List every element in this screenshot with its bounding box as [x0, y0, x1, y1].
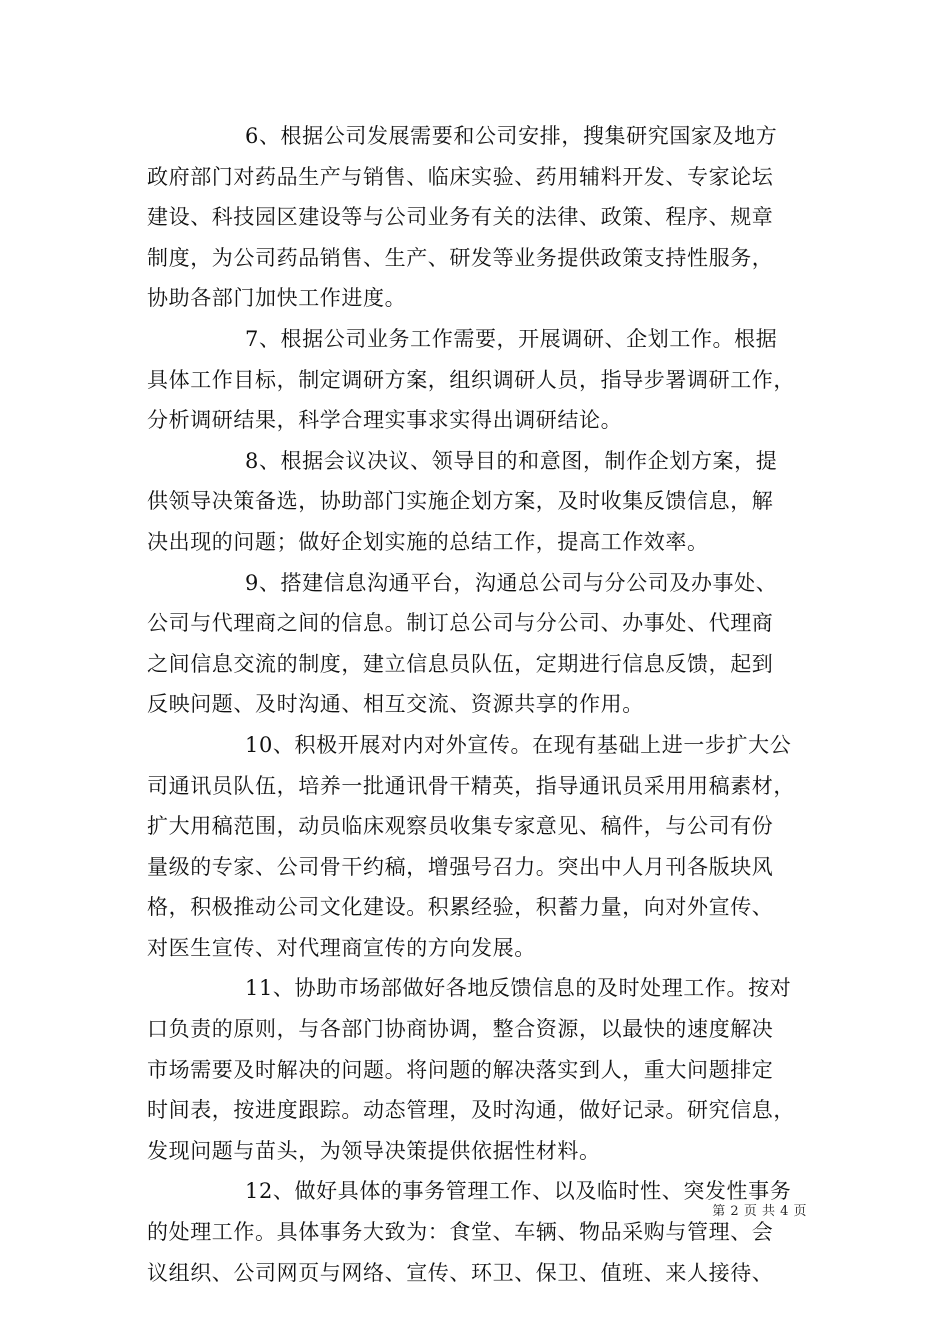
text-line: 政府部门对药品生产与销售、临床实验、药用辅料开发、专家论坛 [147, 164, 774, 189]
text-line: 11、协助市场部做好各地反馈信息的及时处理工作。按对 [245, 976, 792, 1001]
text-line: 6、根据公司发展需要和公司安排，搜集研究国家及地方 [245, 124, 778, 148]
text-line: 分析调研结果，科学合理实事求实得出调研结论。 [147, 408, 623, 433]
paragraph-6 [147, 116, 807, 319]
text-line: 供领导决策备选，协助部门实施企划方案，及时收集反馈信息，解 [147, 489, 774, 514]
text-line: 的处理工作。具体事务大致为：食堂、车辆、物品采购与管理、会 [147, 1220, 774, 1245]
paragraph-11 [147, 968, 807, 1171]
text-line: 司通讯员队伍，培养一批通讯骨干精英，指导通讯员采用用稿素材， [147, 773, 795, 798]
text-line: 8、根据会议决议、领导目的和意图，制作企划方案，提 [245, 448, 778, 473]
text-line: 口负责的原则，与各部门协商协调，整合资源，以最快的速度解决 [147, 1017, 774, 1042]
text-line: 之间信息交流的制度，建立信息员队伍，定期进行信息反馈，起到 [147, 651, 774, 676]
text-line: 7、根据公司业务工作需要，开展调研、企划工作。根据 [245, 326, 778, 351]
text-line: 反映问题、及时沟通、相互交流、资源共享的作用。 [147, 692, 644, 717]
text-line: 扩大用稿范围，动员临床观察员收集专家意见、稿件，与公司有份 [147, 814, 774, 839]
text-line: 制度，为公司药品销售、生产、研发等业务提供政策支持性服务， [147, 245, 774, 270]
text-line: 量级的专家、公司骨干约稿，增强号召力。突出中人月刊各版块风 [147, 854, 774, 879]
text-line: 议组织、公司网页与网络、宣传、环卫、保卫、值班、来人接待、 [147, 1260, 774, 1285]
text-line: 协助各部门加快工作进度。 [147, 286, 407, 311]
text-line: 对医生宣传、对代理商宣传的方向发展。 [147, 935, 536, 960]
body-text [147, 116, 807, 1293]
page-number-footer: 第 2 页 共 4 页 [712, 1204, 807, 1219]
text-line: 10、积极开展对内对外宣传。在现有基础上进一步扩大公 [245, 732, 792, 757]
text-line: 公司与代理商之间的信息。制订总公司与分公司、办事处、代理商 [147, 611, 774, 636]
text-line: 建设、科技园区建设等与公司业务有关的法律、政策、程序、规章 [147, 205, 774, 230]
paragraph-12 [147, 1171, 807, 1293]
text-line: 具体工作目标，制定调研方案，组织调研人员，指导步署调研工作， [147, 367, 795, 392]
text-line: 市场需要及时解决的问题。将问题的解决落实到人，重大问题排定 [147, 1057, 774, 1082]
text-line: 时间表，按进度跟踪。动态管理，及时沟通，做好记录。研究信息， [147, 1098, 795, 1123]
text-line: 9、搭建信息沟通平台，沟通总公司与分公司及办事处、 [245, 570, 778, 595]
text-line: 12、做好具体的事务管理工作、以及临时性、突发性事务 [245, 1179, 792, 1204]
paragraph-7 [147, 319, 807, 441]
text-line: 格，积极推动公司文化建设。积累经验，积蓄力量，向对外宣传、 [147, 895, 774, 920]
paragraph-8 [147, 441, 807, 563]
paragraph-10 [147, 725, 807, 969]
text-line: 发现问题与苗头，为领导决策提供依据性材料。 [147, 1138, 601, 1163]
text-line: 决出现的问题；做好企划实施的总结工作，提高工作效率。 [147, 529, 709, 554]
paragraph-9 [147, 563, 807, 725]
